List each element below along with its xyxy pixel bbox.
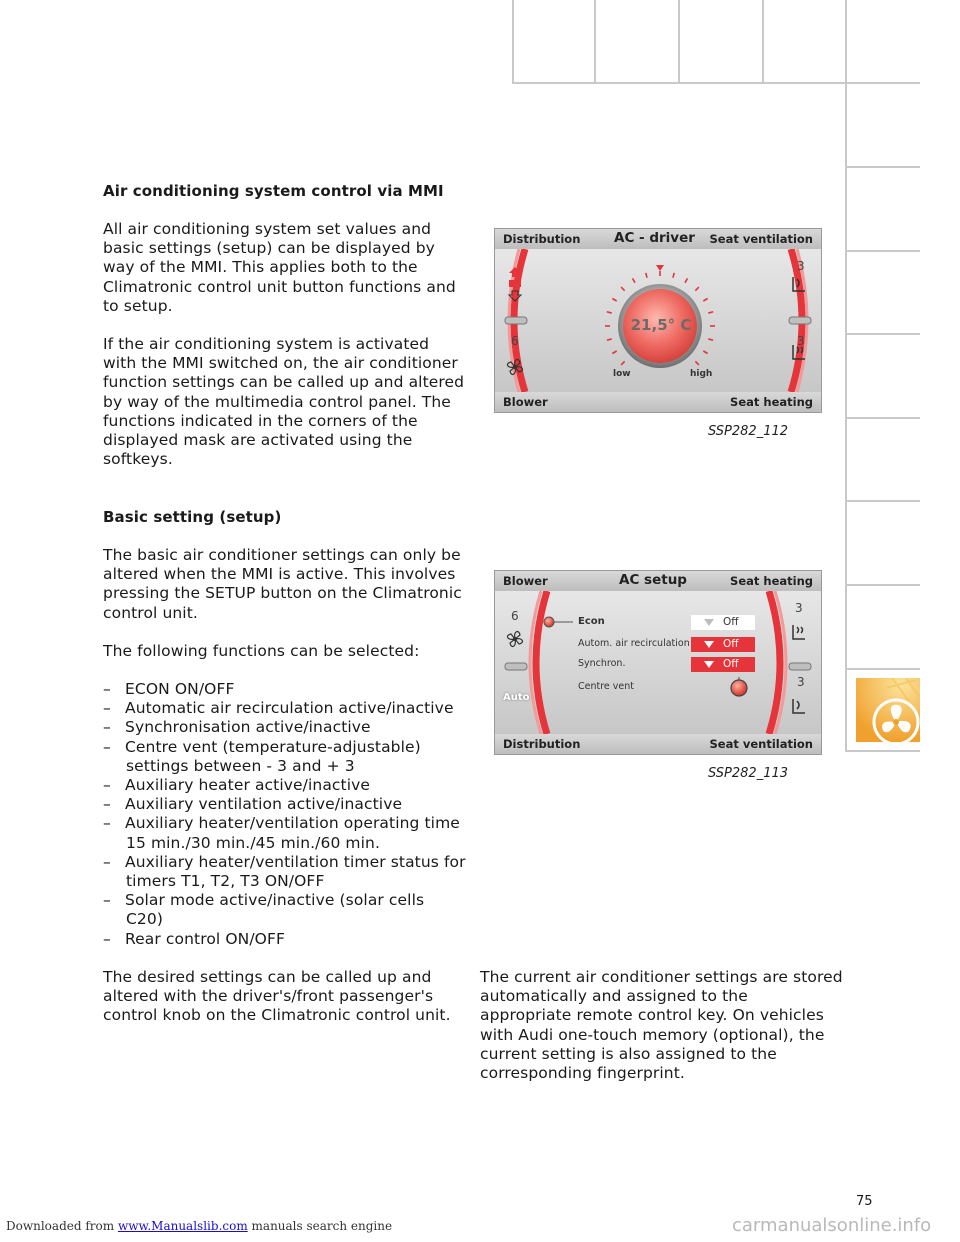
softkey-seat-ventilation[interactable]: Seat ventilation <box>709 232 813 246</box>
setup-row-econ-label: Econ <box>578 616 605 627</box>
bottom-bar <box>495 734 821 754</box>
softkey-seat-heating[interactable]: Seat heating <box>730 574 813 588</box>
top-bar <box>495 229 821 249</box>
text-line: All air conditioning system set values and <box>103 220 432 238</box>
page-number: 75 <box>856 1194 873 1209</box>
softkey-blower[interactable]: Blower <box>503 395 548 409</box>
softkey-distribution[interactable]: Distribution <box>503 737 581 751</box>
text-line: appropriate remote control key. On vehicles <box>480 1006 824 1025</box>
figure-caption: SSP282_113 <box>708 766 789 781</box>
softkey-blower[interactable]: Blower <box>503 574 548 588</box>
blower-fan-icon <box>508 360 523 375</box>
text-line: basic settings (setup) can be displayed by <box>103 239 435 258</box>
text-line: pressing the SETUP button on the Climatronic <box>103 584 462 603</box>
dial-low-label: low <box>613 369 631 379</box>
chapter-tab-climate-icon <box>856 678 920 742</box>
top-bar <box>495 571 821 591</box>
setup-paragraph-2: The following functions can be selected: <box>103 642 420 660</box>
dropdown-icon <box>704 619 714 626</box>
mmi-paragraph-2 <box>103 335 473 469</box>
seat-heating-level: 3 <box>797 334 805 348</box>
list-item: – Auxiliary heater/ventilation operating time 15 min./30 min./45 min./60 min. <box>103 814 473 852</box>
list-item: – Solar mode active/inactive (solar cells C20) <box>103 891 473 929</box>
text-line: The desired settings can be called up and <box>103 968 432 986</box>
text-line: altered with the driver's/front passenger's <box>103 987 434 1006</box>
screen-title: AC - driver <box>614 230 695 246</box>
manualslib-link[interactable]: www.Manualslib.com <box>117 1219 248 1233</box>
synchron-toggle[interactable]: Off <box>691 657 755 672</box>
text-line: way of the MMI. This applies both to the <box>103 258 418 277</box>
setup-closing-paragraph <box>103 968 473 1026</box>
setup-paragraph-1 <box>103 546 473 623</box>
ac-setup-graphic <box>495 591 821 734</box>
setup-row-recirculation-label: Autom. air recirculation <box>578 638 690 649</box>
seat-heating-level: 3 <box>795 601 803 615</box>
dropdown-icon <box>704 641 714 648</box>
text-line: by way of the multimedia control panel. The <box>103 392 451 411</box>
list-item: – Centre vent (temperature-adjustable) settings between - 3 and + 3 <box>103 738 473 776</box>
blower-level: 6 <box>511 609 519 623</box>
seat-ventilation-level: 3 <box>797 259 805 273</box>
seat-ventilation-level: 3 <box>797 675 805 689</box>
section-heading-mmi: Air conditioning system control via MMI <box>103 182 444 200</box>
setup-row-centre-vent-label: Centre vent <box>578 681 634 692</box>
text-line: control knob on the Climatronic control unit. <box>103 1006 451 1025</box>
text-line: automatically and assigned to the <box>480 987 748 1006</box>
setup-function-list <box>103 680 473 949</box>
text-line: corresponding fingerprint. <box>480 1064 685 1083</box>
list-item: – Automatic air recirculation active/inactive <box>103 699 473 718</box>
dial-high-label: high <box>690 369 713 379</box>
list-item: – Rear control ON/OFF <box>103 930 473 949</box>
softkey-seat-ventilation[interactable]: Seat ventilation <box>709 737 813 751</box>
list-item: – Synchronisation active/inactive <box>103 718 473 737</box>
text-line: with Audi one-touch memory (optional), the <box>480 1025 825 1044</box>
text-line: Climatronic control unit button functions and <box>103 277 456 296</box>
text-line: The current air conditioner settings are stored <box>480 968 843 986</box>
auto-mode-label: Auto <box>503 692 530 703</box>
dropdown-icon <box>704 661 714 668</box>
list-item: – Auxiliary heater active/inactive <box>103 776 473 795</box>
list-item: – Auxiliary heater/ventilation timer status for timers T1, T2, T3 ON/OFF <box>103 853 473 891</box>
text-line: to setup. <box>103 296 173 315</box>
text-line: control unit. <box>103 603 198 622</box>
bottom-bar <box>495 392 821 412</box>
recirculation-toggle[interactable]: Off <box>691 637 755 652</box>
setup-row-synchron-label: Synchron. <box>578 658 626 669</box>
text-line: function settings can be called up and altered <box>103 373 465 392</box>
list-item: – ECON ON/OFF <box>103 680 473 699</box>
blower-fan-icon <box>508 632 523 647</box>
watermark: carmanualsonline.info <box>732 1215 932 1236</box>
blower-level: 6 <box>511 334 519 348</box>
text-line: with the MMI switched on, the air conditioner <box>103 354 458 373</box>
econ-toggle[interactable]: Off <box>691 615 755 630</box>
download-footer: Downloaded from www.Manualslib.com manuals search engine <box>6 1219 393 1233</box>
softkey-distribution[interactable]: Distribution <box>503 232 581 246</box>
section-heading-setup: Basic setting (setup) <box>103 508 282 526</box>
figure-caption: SSP282_112 <box>708 424 789 439</box>
screen-title: AC setup <box>619 572 687 588</box>
text-line: functions indicated in the corners of the <box>103 411 418 430</box>
memory-paragraph <box>480 968 860 1083</box>
text-line: current setting is also assigned to the <box>480 1044 777 1063</box>
mmi-paragraph-1 <box>103 220 473 316</box>
text-line: The basic air conditioner settings can only be <box>103 546 461 564</box>
text-line: If the air conditioning system is activated <box>103 335 430 353</box>
list-item: – Auxiliary ventilation active/inactive <box>103 795 473 814</box>
text-line: displayed mask are activated using the <box>103 431 413 450</box>
text-line: softkeys. <box>103 450 173 469</box>
ac-setup-screen <box>494 570 822 755</box>
temperature-readout: 21,5° C <box>630 316 692 334</box>
text-line: altered when the MMI is active. This involves <box>103 565 456 584</box>
softkey-seat-heating[interactable]: Seat heating <box>730 395 813 409</box>
ac-driver-screen <box>494 228 822 413</box>
